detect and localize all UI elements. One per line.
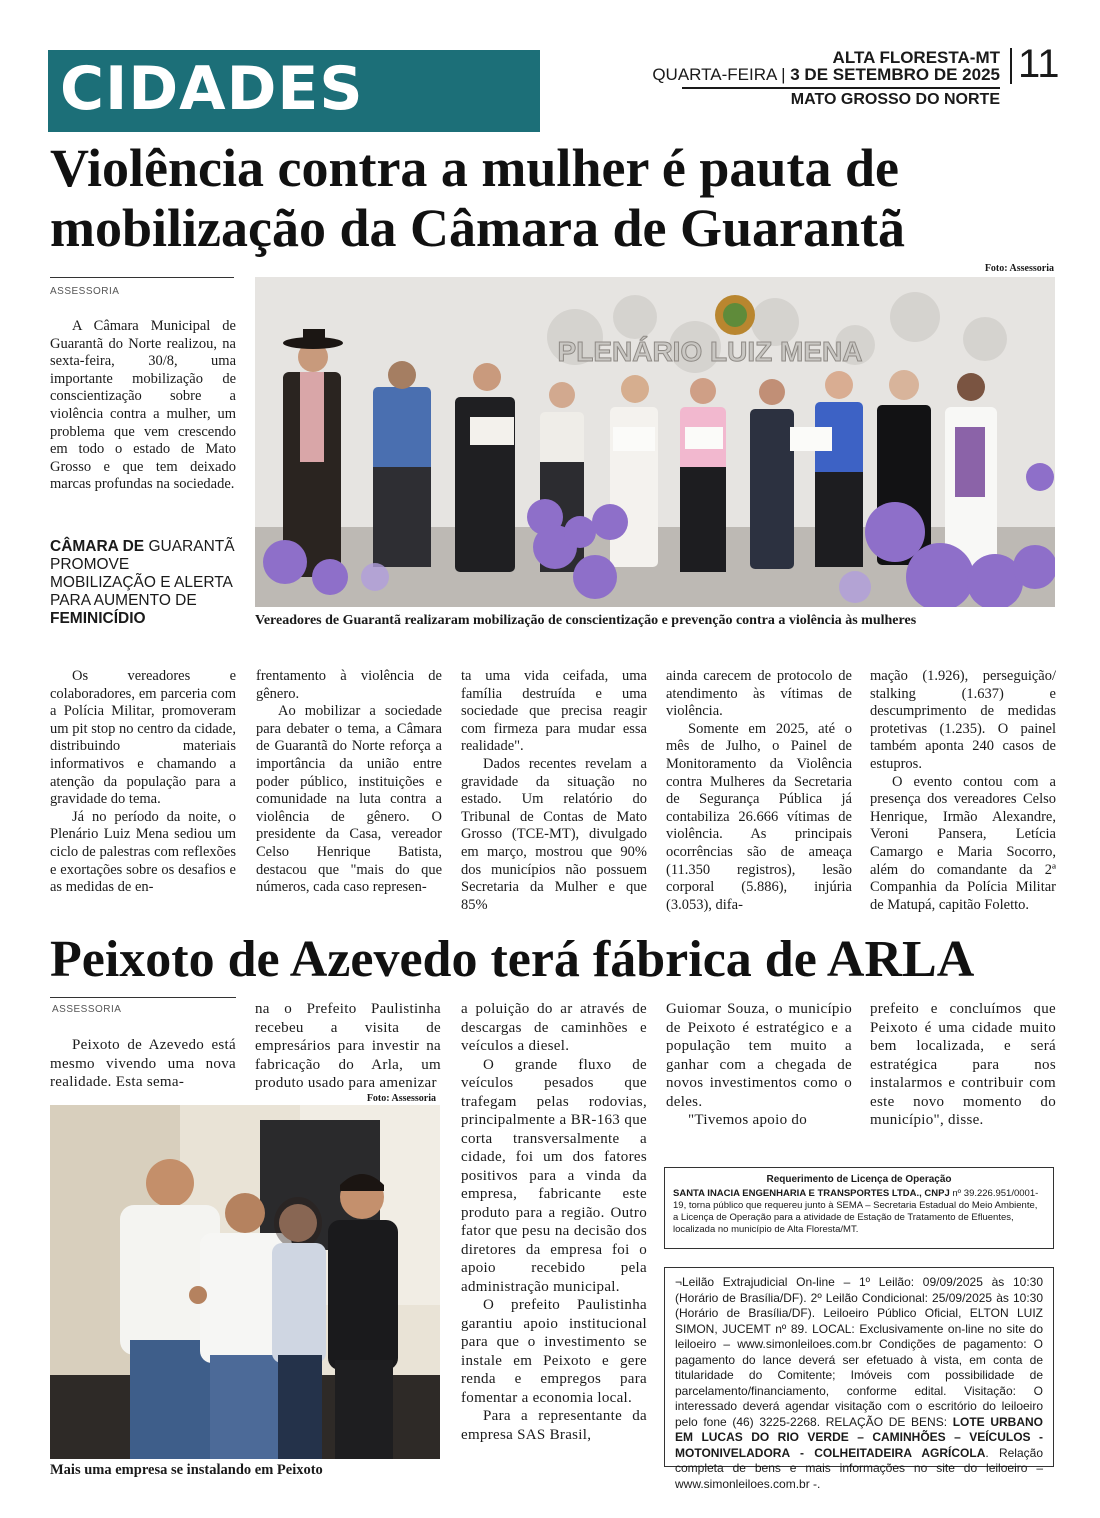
header-divider	[1010, 48, 1012, 84]
article2-column-3: a poluição do ar através de descargas de caminhões e veículos a diesel. O grande fluxo de veículos pesados que trafegam pelas rodovias, principalmente a BR-163 que corta transversalmente a cidade, foi um dos fatores positivos para a vinda da empresa, fabricante este produto para a região. Outro fator que pesu na decisão dos diretores da empresa foi o apoio recebido pela administração municipal. O prefeito Paulistinha garantiu apoio institucional para que o investimento se instale em Peixoto e gere renda e empregos para fomentar a economia local. Para a representante da empresa SAS Brasil,	[461, 1001, 647, 1443]
auction-notice: ¬Leilão Extrajudicial On-line – 1º Leilão: 09/09/2025 às 10:30 (Horário de Brasília/DF). 2º Leilão Condicional: 25/09/2025 às 10:30 (Horário de Brasília/DF). Leiloeiro Público Oficial, ELTON LUIZ SIMON, JUCEMT nº 89. LOCAL: Exclusivamente on-line no site do leiloeiro – www.simonleiloes.com.br Condições de pagamento: O pagamento do lance deverá ser efetuado à vista, em conta de titularidade do Comitente; Imóveis com possibilidade de parcelamento/financiamento, conforme edital. Visitação: O interessado deverá agendar visitação com o escritório do leiloeiro pelo fone (46) 3225-2268. RELAÇÃO DE BENS: LOTE URBANO EM LUCAS DO RIO VERDE – CAMINHÕES – VEÍCULOS - MOTONIVELADORA - COLHEITADEIRA AGRÍCOLA. Relação completa de bens e mais informações no site do leiloeiro – www.simonleiloes.com.br -.	[664, 1267, 1054, 1467]
article1-headline: Violência contra a mulher é pauta de mobilização da Câmara de Guarantã	[50, 138, 905, 258]
photo-sign: PLENÁRIO LUIZ MENA	[557, 336, 863, 367]
license-notice-title: Requerimento de Licença de Operação	[766, 1174, 952, 1185]
article1-photo	[255, 277, 1055, 607]
article2-column-1: Peixoto de Azevedo está mesmo vivendo uma nova realidade. Esta sema-	[50, 1037, 236, 1090]
article1-pullquote: CÂMARA DE GUARANTÃ PROMOVE MOBILIZAÇÃO E ALERTA PARA AUMENTO DE FEMINICÍDIO	[50, 538, 235, 627]
article2-photo-caption: Mais uma empresa se instalando em Peixoto	[50, 1462, 323, 1478]
article2-photo-credit: Foto: Assessoria	[366, 1093, 436, 1104]
edition-city: ALTA FLORESTA-MT	[832, 48, 1000, 67]
article2-column-2: na o Prefeito Paulistinha recebeu a visita de empresários para investir na fabricação do Arla, um produto usado para amenizar	[255, 1001, 441, 1091]
article1-lead: A Câmara Municipal de Guarantã do Norte realizou, na sexta-feira, 30/8, uma importante mobilização de conscientização sobre a violência contra a mulher, um problema que vem crescendo em todo o estado de Mato Grosso e que tem deixado marcas profundas na sociedade.	[50, 318, 236, 493]
section-title: CIDADES	[60, 54, 364, 124]
license-notice	[664, 1167, 1054, 1249]
article1-byline: ASSESSORIA	[50, 286, 120, 297]
license-notice-body: SANTA INACIA ENGENHARIA E TRANSPORTES LTDA., CNPJ nº 39.226.951/0001-19, torna público que requereu junto à SEMA – Secretaria Estadual do Meio Ambiente, a Licença de Operação para a atividade de Estação de Tratamento de Efluentes, localizada no município de Alta Floresta/MT.	[673, 1188, 1039, 1235]
article2-headline: Peixoto de Azevedo terá fábrica de ARLA	[50, 931, 975, 988]
article1-photo-caption: Vereadores de Guarantã realizaram mobilização de conscientização e prevenção contra a violência às mulheres	[255, 613, 917, 628]
article1-column-1: Os vereadores e colaboradores, em parceria com a Polícia Militar, promoveram um pit stop no centro da cidade, distribuindo materiais informativos e chamando a atenção da população para a gravidade do tema. Já no período da noite, o Plenário Luiz Mena sediou um ciclo de palestras com reflexões e exortações sobre os desafios e as medidas de en-	[50, 668, 236, 896]
article2-byline: ASSESSORIA	[52, 1004, 122, 1015]
edition-region: MATO GROSSO DO NORTE	[682, 87, 1000, 109]
page-number: 11	[1018, 42, 1060, 86]
article1-column-4: ainda carecem de protocolo de atendimento às vítimas de violência. Somente em 2025, até o mês de Julho, o Painel de Monitoramento da Violência contra Mulheres da Secretaria de Segurança Pública já contabiliza 26.666 vítimas de violência. As principais ocorrências são de ameaça (11.350 registros), lesão corporal (5.886), injúria (3.053), difa-	[666, 668, 852, 913]
article1-column-3: ta uma vida ceifada, uma família destruída e uma sociedade que precisa reagir com firmeza para mudar essa realidade". Dados recentes revelam a gravidade da situação no estado. Um relatório do Tribunal de Contas de Mato Grosso (TCE-MT), divulgado em março, mostrou que 90% dos municípios não possuem Secretaria da Mulher e que 85%	[461, 668, 647, 913]
divider	[50, 997, 236, 998]
article2-column-4: Guiomar Souza, o município de Peixoto é estratégico e a população tem muito a ganhar com a chegada de novos investimentos como o deles. "Tivemos apoio do	[666, 1001, 852, 1128]
article2-photo	[50, 1105, 440, 1459]
article2-column-5: prefeito e concluímos que Peixoto é uma cidade muito bem localizada, e será estratégica para nos instalarmos e contribuir com este novo momento do município", disse.	[870, 1001, 1056, 1128]
article1-photo-credit: Foto: Assessoria	[984, 263, 1054, 274]
article1-column-2: frentamento à violência de gênero. Ao mobilizar a sociedade para debater o tema, a Câmara de Guarantã do Norte reforça a importância da união entre poder público, instituições e comunidade na luta contra a violência de gênero. O presidente da Casa, vereador Celso Henrique Batista, destacou que "mais do que números, cada caso represen-	[256, 668, 442, 896]
article1-column-5: mação (1.926), perseguição/ stalking (1.637) e descumprimento de medidas protetivas (1.235). O painel também aponta 240 casos de estupros. O evento contou com a presença dos vereadores Celso Henrique, Irmão Alexandre, Veroni Pansera, Letícia Camargo e Maria Socorro, além do comandante da 2ª Companhia da Polícia Militar de Matupá, capitão Foletto.	[870, 668, 1056, 913]
section-banner	[48, 50, 540, 132]
edition-date: QUARTA-FEIRA | 3 DE SETEMBRO DE 2025	[652, 65, 1000, 84]
divider	[50, 277, 234, 278]
